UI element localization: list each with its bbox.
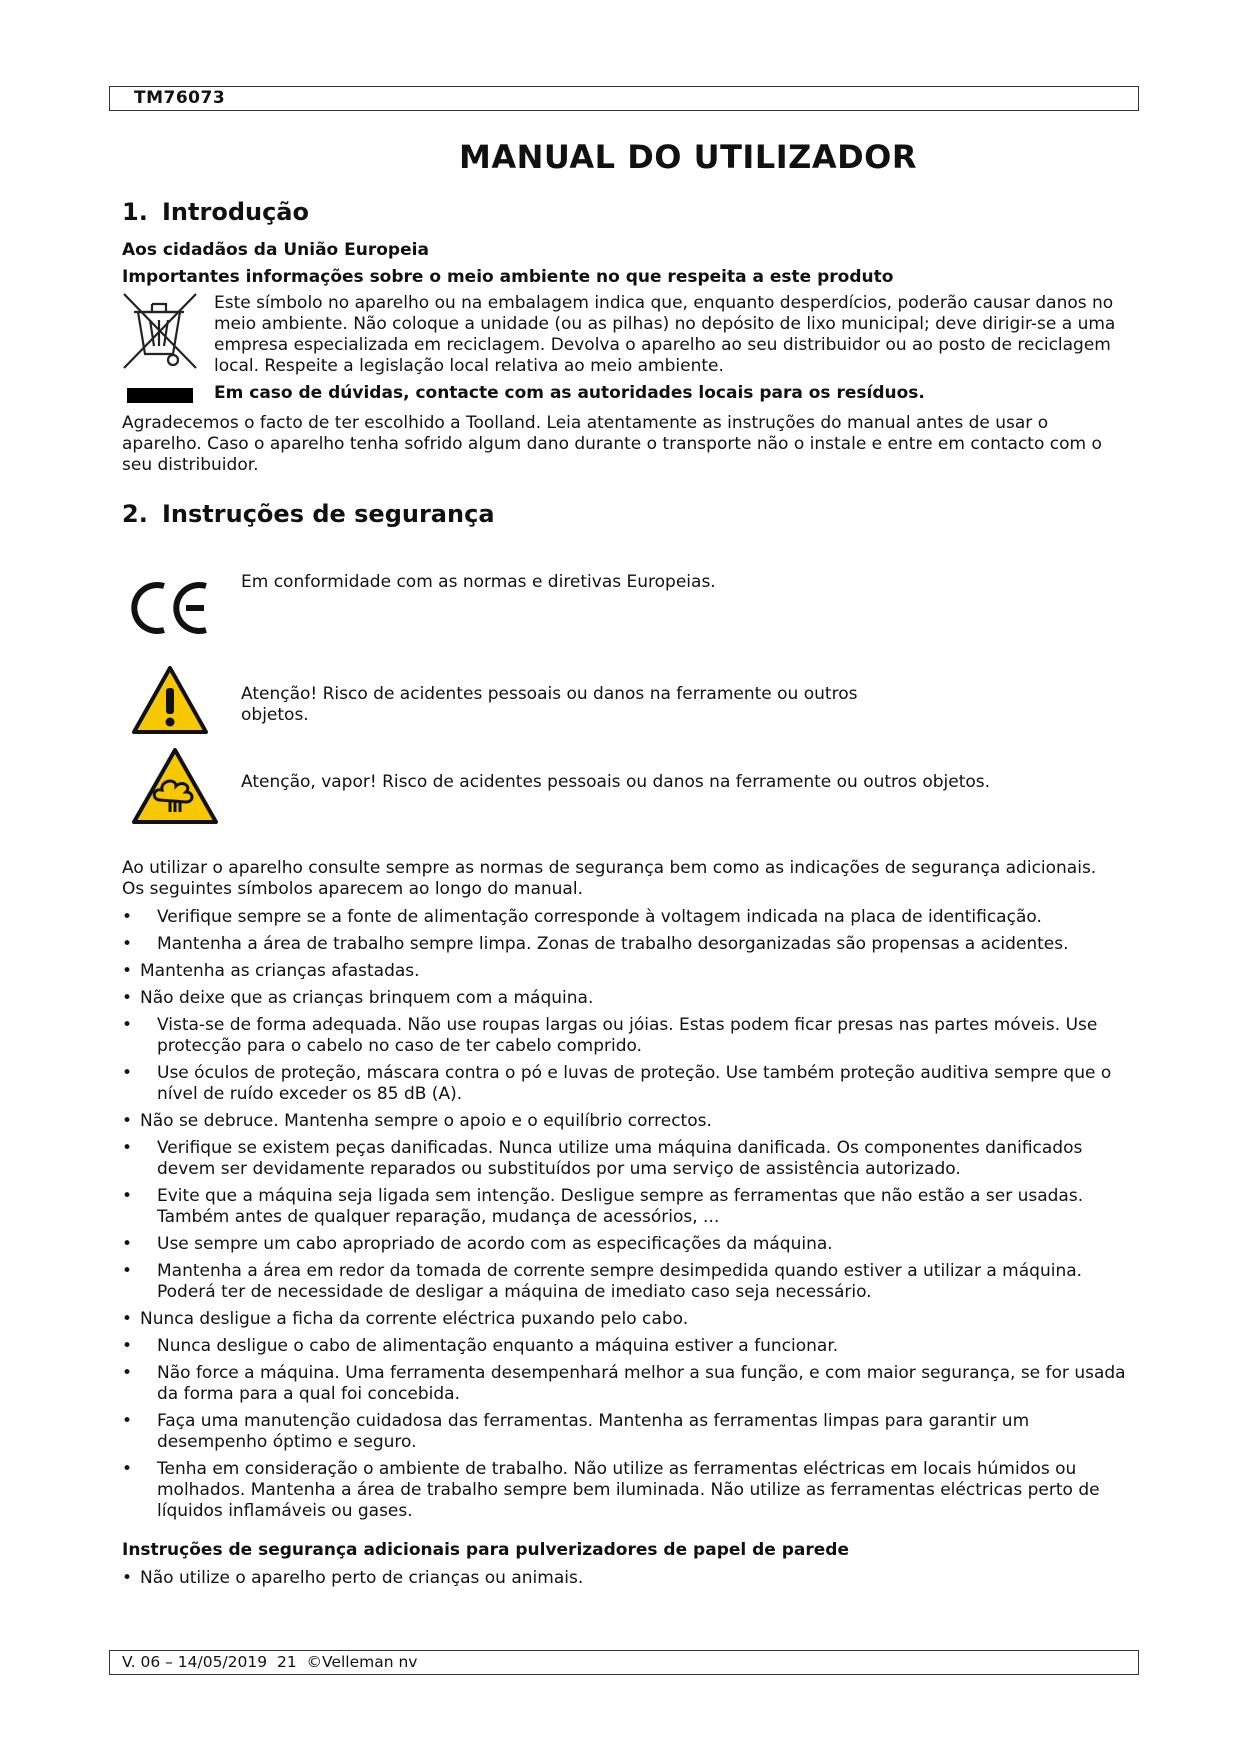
steam-warning-icon	[130, 746, 220, 826]
list-item: • Não deixe que as crianças brinquem com a máquina.	[122, 988, 1142, 1009]
section-title: Introdução	[162, 198, 309, 226]
list-item: • Faça uma manutenção cuidadosa das ferramentas. Mantenha as ferramentas limpas para garantir um desempenho óptimo e seguro.	[122, 1411, 1142, 1453]
list-item: • Evite que a máquina seja ligada sem intenção. Desligue sempre as ferramentas que não estão a ser usadas. Também antes de qualquer reparação, mudança de acessórios, ...	[122, 1186, 1142, 1228]
list-item: • Verifique sempre se a fonte de alimentação corresponde à voltagem indicada na placa de identificação.	[122, 907, 1142, 928]
page-header	[109, 86, 1139, 111]
list-item: • Não force a máquina. Uma ferramenta desempenhará melhor a sua função, e com maior segurança, se for usada da forma para a qual foi concebida.	[122, 1363, 1142, 1405]
page-footer	[109, 1650, 1139, 1675]
list-item: • Vista-se de forma adequada. Não use roupas largas ou jóias. Estas podem ficar presas nas partes móveis. Use protecção para o cabelo no caso de ter cabelo comprido.	[122, 1015, 1142, 1057]
list-item: • Verifique se existem peças danificadas. Nunca utilize uma máquina danificada. Os componentes danificados devem ser devidamente reparados ou substituídos por uma serviço de assistência autorizado.	[122, 1138, 1142, 1180]
list-item: • Use óculos de proteção, máscara contra o pó e luvas de proteção. Use também proteção auditiva sempre que o nível de ruído exceder os 85 dB (A).	[122, 1063, 1142, 1105]
ce-conformity-text: Em conformidade com as normas e diretivas Europeias.	[241, 572, 716, 592]
eu-citizens-heading: Aos cidadãos da União Europeia	[122, 240, 429, 260]
list-item: • Mantenha as crianças afastadas.	[122, 961, 1142, 982]
list-item: • Use sempre um cabo apropriado de acordo com as especificações da máquina.	[122, 1234, 1142, 1255]
document-title: MANUAL DO UTILIZADOR	[459, 138, 917, 176]
list-item: • Não se debruce. Mantenha sempre o apoio e o equilíbrio correctos.	[122, 1111, 1142, 1132]
additional-safety-list	[122, 1568, 1142, 1595]
safety-intro-paragraph: Ao utilizar o aparelho consulte sempre as normas de segurança bem como as indicações de segurança adicionais. Os seguintes símbolos aparecem ao longo do manual.	[122, 858, 1097, 899]
section-heading-safety	[122, 500, 495, 528]
list-item: • Mantenha a área de trabalho sempre limpa. Zonas de trabalho desorganizadas são propensas a acidentes.	[122, 934, 1142, 955]
warning-text: Atenção! Risco de acidentes pessoais ou danos na ferramente ou outros objetos.	[241, 684, 858, 725]
steam-warning-text: Atenção, vapor! Risco de acidentes pessoais ou danos na ferramente ou outros objetos.	[241, 772, 991, 792]
list-item: • Tenha em consideração o ambiente de trabalho. Não utilize as ferramentas eléctricas em locais húmidos ou molhados. Mantenha a área de trabalho sempre bem iluminada. Não utilize as ferramentas eléctricas perto de líquidos inflamáveis ou gases.	[122, 1459, 1142, 1522]
list-item: • Nunca desligue o cabo de alimentação enquanto a máquina estiver a funcionar.	[122, 1336, 1142, 1357]
list-item: • Mantenha a área em redor da tomada de corrente sempre desimpedida quando estiver a utilizar a máquina. Poderá ter de necessidade de desligar a máquina de imediato caso seja necessário.	[122, 1261, 1142, 1303]
section-heading-introduction	[122, 198, 309, 226]
section-title: Instruções de segurança	[162, 500, 495, 528]
list-item: • Não utilize o aparelho perto de crianças ou animais.	[122, 1568, 1142, 1589]
list-item: • Nunca desligue a ficha da corrente eléctrica puxando pelo cabo.	[122, 1309, 1142, 1330]
additional-safety-heading: Instruções de segurança adicionais para pulverizadores de papel de parede	[122, 1540, 850, 1560]
safety-bullet-list	[122, 907, 1142, 1528]
crossed-out-wheelie-bin-icon	[118, 290, 202, 372]
warning-icon	[130, 664, 210, 736]
doubts-contact-text: Em caso de dúvidas, contacte com as autoridades locais para os resíduos.	[214, 383, 925, 403]
ce-mark-icon	[130, 580, 212, 636]
footer-version-text: V. 06 – 14/05/2019 21 ©Velleman nv	[122, 1653, 418, 1671]
environment-info-heading: Importantes informações sobre o meio ambiente no que respeita a este produto	[122, 267, 894, 287]
model-number: TM76073	[134, 88, 226, 108]
section-number: 2.	[122, 500, 148, 528]
weee-disposal-text: Este símbolo no aparelho ou na embalagem indica que, enquanto desperdícios, poderão causar danos no meio ambiente. Não coloque a unidade (ou as pilhas) no depósito de lixo municipal; deve dirigir-se a uma empresa especializada em reciclagem. Devolva o aparelho ao seu distribuidor ou ao posto de reciclagem local. Respeite a legislação local relativa ao meio ambiente.	[214, 293, 1116, 376]
weee-black-bar	[127, 388, 193, 403]
section-number: 1.	[122, 198, 148, 226]
thanks-paragraph: Agradecemos o facto de ter escolhido a Toolland. Leia atentamente as instruções do manual antes de usar o aparelho. Caso o aparelho tenha sofrido algum dano durante o transporte não o instale e entre em contacto com o seu distribuidor.	[122, 413, 1102, 475]
